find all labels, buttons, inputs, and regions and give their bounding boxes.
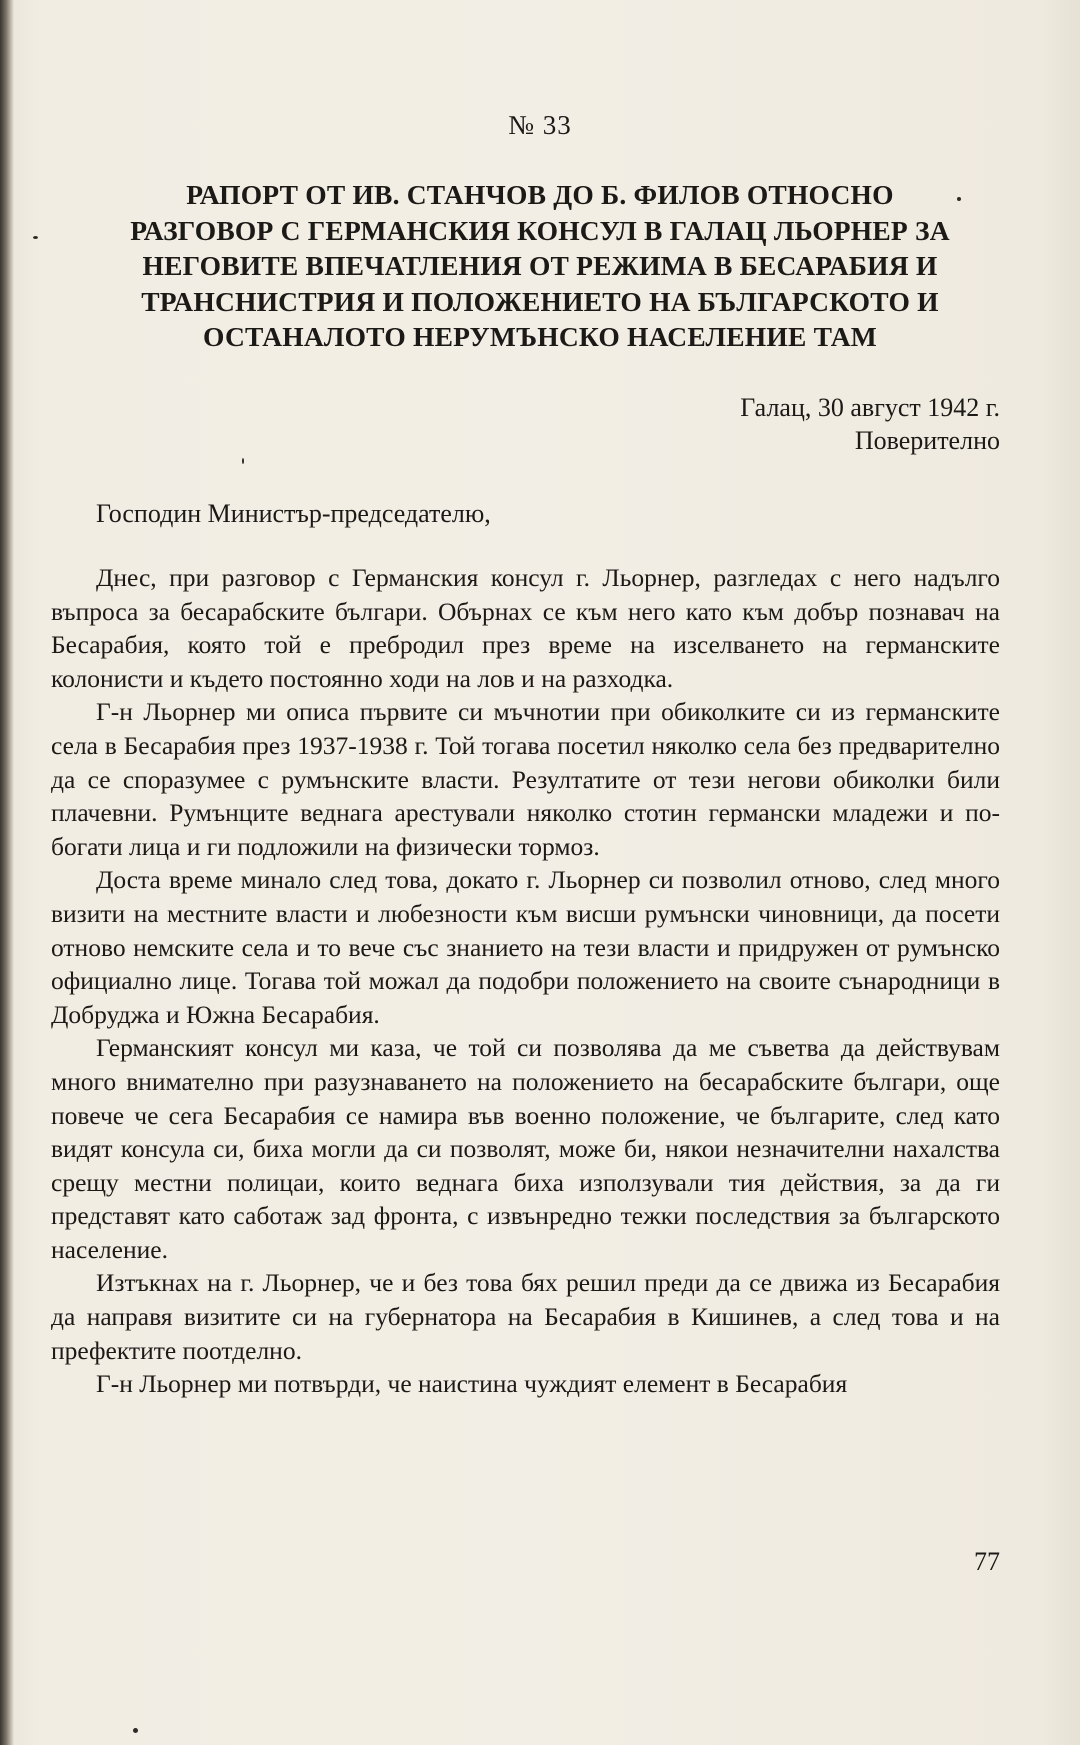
document-title <box>60 177 1020 355</box>
title-line: РАЗГОВОР С ГЕРМАНСКИЯ КОНСУЛ В ГАЛАЦ ЛЬОРНЕР ЗА <box>130 214 950 246</box>
paragraph: Днес, при разговор с Германския консул г. Льорнер, разгледах с него надълго въпроса за бесарабските българи. Обърнах се към него като към добър познавач на Бесарабия, която той е пребродил през време на изселването на германските колонисти и където постоянно ходи на лов и на разходка. <box>51 563 1000 693</box>
ink-speck <box>33 236 38 239</box>
ink-speck <box>133 1728 138 1733</box>
salutation: Господин Министър-председателю, <box>96 499 491 528</box>
place-and-date: Галац, 30 август 1942 г. <box>740 393 1000 422</box>
title-line: РАПОРТ ОТ ИВ. СТАНЧОВ ДО Б. ФИЛОВ ОТНОСНО <box>186 179 894 210</box>
ink-speck <box>957 197 961 201</box>
paragraph: Изтъкнах на г. Льорнер, че и без това бях решил преди да се движа из Бесарабия да направя визитите си на губернатора на Бесарабия в Кишинев, а след това и на префектите поотделно. <box>51 1268 1000 1365</box>
binding-shadow <box>0 0 14 1745</box>
paragraph: Доста време минало след това, докато г. Льорнер си позволил отново, след много визити на местните власти и любезности към висши румънски чиновници, да посети отново немските села и то вече със знанието на тези власти и придружен от румънско официално лице. Тогава той можал да подобри положението на своите сънародници в Добруджа и Южна Бесарабия. <box>51 865 1000 1029</box>
letter-body <box>51 561 1000 1401</box>
document-number: № 33 <box>508 110 572 140</box>
title-line: НЕГОВИТЕ ВПЕЧАТЛЕНИЯ ОТ РЕЖИМА В БЕСАРАБИЯ И <box>142 250 938 281</box>
ink-speck <box>242 458 244 464</box>
title-line: ТРАНСНИСТРИЯ И ПОЛОЖЕНИЕТО НА БЪЛГАРСКОТО И <box>141 285 939 317</box>
paragraph: Германският консул ми каза, че той си позволява да ме съветва да действувам много внимателно при разузнаването на положението на бесарабските българи, още повече че сега Бесарабия се намира във военно положение, че българите, след като видят консула си, биха могли да си позволят, може би, някои незначителни нахалства срещу местни полицаи, които веднага биха използували тия действия, за да ги представят като саботаж зад фронта, с извънредно тежки последствия за българското население. <box>51 1033 1000 1264</box>
page-number: 77 <box>974 1547 1000 1576</box>
title-line: ОСТАНАЛОТО НЕРУМЪНСКО НАСЕЛЕНИЕ ТАМ <box>203 321 877 352</box>
classification-label: Поверително <box>854 426 1000 455</box>
paragraph: Г-н Льорнер ми потвърди, че наистина чуждият елемент в Бесарабия <box>96 1369 848 1399</box>
paragraph: Г-н Льорнер ми описа първите си мъчнотии при обиколките си из германските села в Бесарабия през 1937-1938 г. Той тогава посетил няколко села без предварително да се споразумее с румънските власти. Резултатите от тези негови обиколки били плачевни. Румънците веднага арестували няколко стотин германски младежи и по-богати лица и ги подложили на физически тормоз. <box>51 697 1000 861</box>
